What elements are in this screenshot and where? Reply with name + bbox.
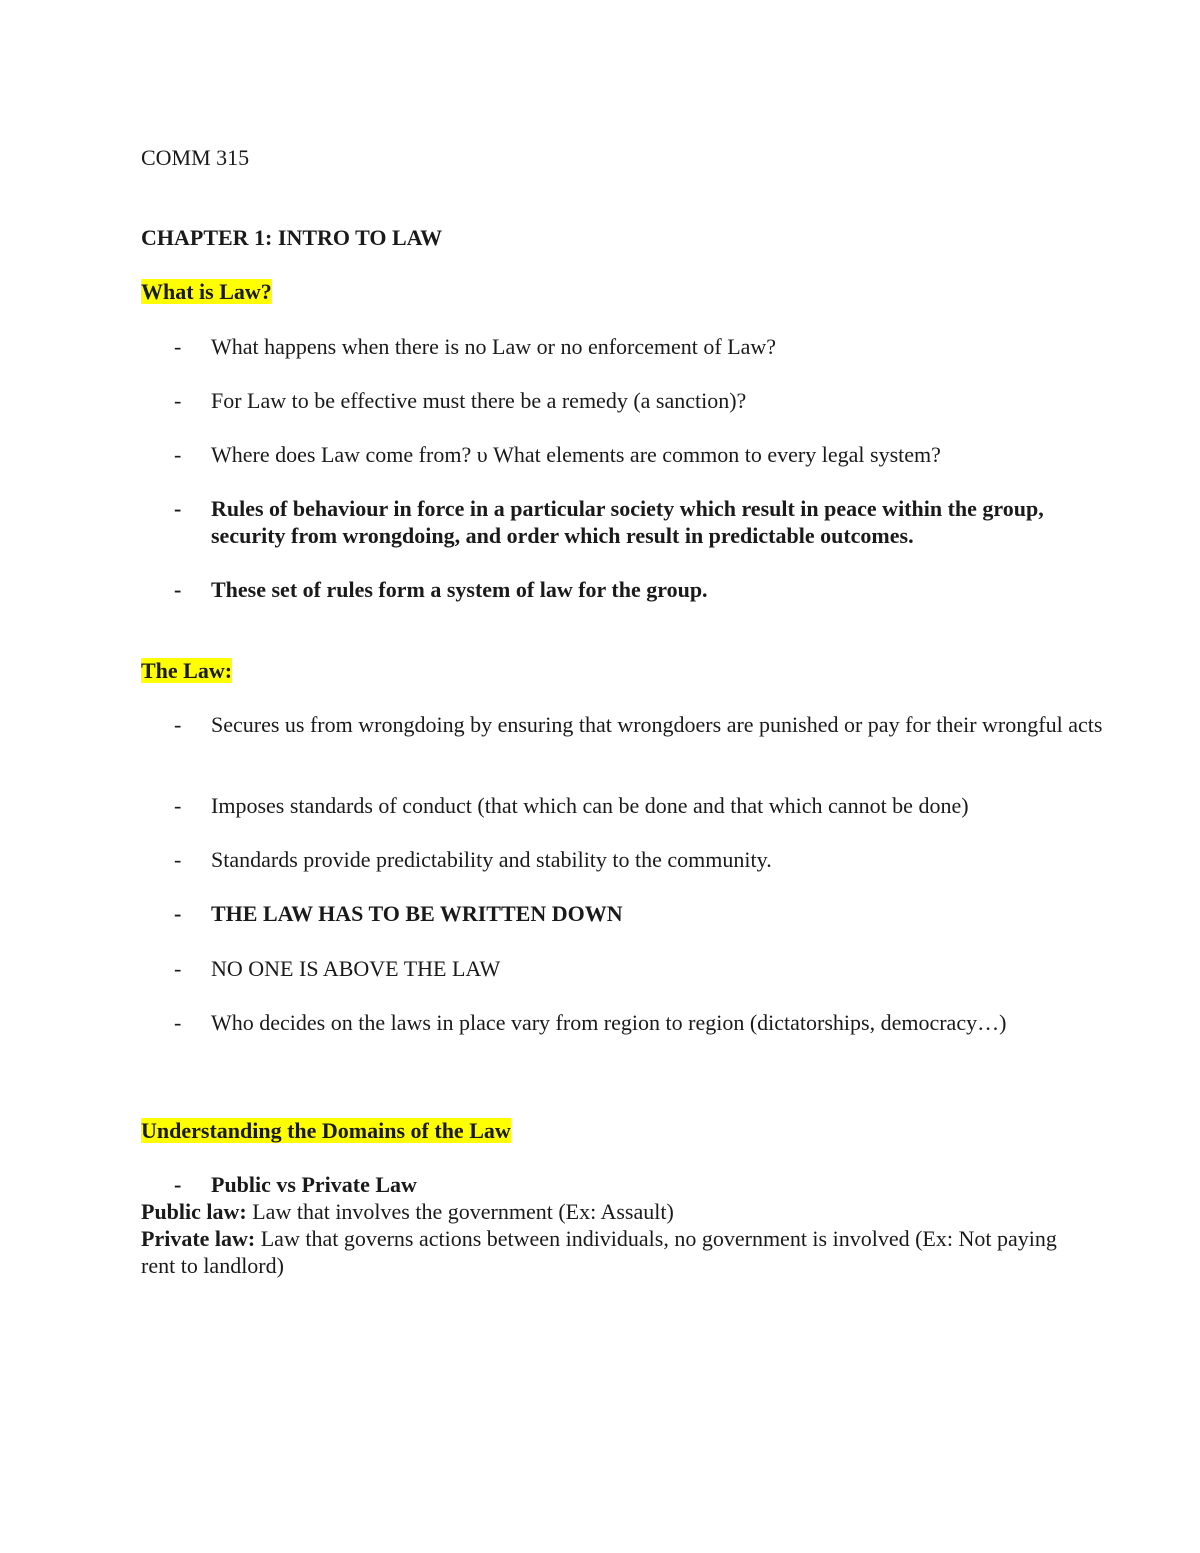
list-item-text: Standards provide predictability and stability to the community. xyxy=(211,847,772,872)
definition-text: Law that involves the government (Ex: Assault) xyxy=(246,1199,674,1224)
chapter-title: CHAPTER 1: INTRO TO LAW xyxy=(141,225,443,250)
list-item-text: Where does Law come from? υ What elements are common to every legal system? xyxy=(211,442,941,467)
section-heading-text: What is Law? xyxy=(141,279,272,304)
section-heading-what-is-law xyxy=(141,278,272,305)
bullet-dash: - xyxy=(174,388,182,413)
section-heading-domains xyxy=(141,1117,511,1144)
course-code: COMM 315 xyxy=(141,145,250,170)
section-heading-the-law xyxy=(141,657,232,684)
bullet-dash: - xyxy=(174,496,182,521)
definition-public-law xyxy=(141,1198,1071,1225)
list-item-text: NO ONE IS ABOVE THE LAW xyxy=(211,956,501,981)
section-heading-text: Understanding the Domains of the Law xyxy=(141,1118,511,1143)
definition-text: Law that governs actions between individuals, no government is involved (Ex: Not paying rent to landlord) xyxy=(141,1226,1057,1278)
bullet-dash: - xyxy=(174,847,182,872)
list-item-text: Public vs Private Law xyxy=(211,1172,417,1197)
definition-term: Private law: xyxy=(141,1226,256,1251)
definition-term: Public law: xyxy=(141,1199,247,1224)
bullet-dash: - xyxy=(174,1010,182,1035)
list-item-text: Who decides on the laws in place vary from region to region (dictatorships, democracy…) xyxy=(211,1010,1007,1035)
bullet-dash: - xyxy=(174,793,182,818)
bullet-dash: - xyxy=(174,442,182,467)
section-heading-text: The Law: xyxy=(141,658,233,683)
bullet-dash: - xyxy=(174,901,182,926)
list-item-text: Rules of behaviour in force in a particular society which result in peace within the group, security from wrongdoing, and order which result in predictable outcomes. xyxy=(211,496,1044,548)
bullet-dash: - xyxy=(174,334,182,359)
list-item-text: Secures us from wrongdoing by ensuring that wrongdoers are punished or pay for their wrongful acts xyxy=(211,712,1103,737)
list-item-text: THE LAW HAS TO BE WRITTEN DOWN xyxy=(211,901,623,926)
definition-private-law xyxy=(141,1225,1071,1279)
bullet-dash: - xyxy=(174,956,182,981)
list-item-text: For Law to be effective must there be a remedy (a sanction)? xyxy=(211,388,747,413)
list-item-text: What happens when there is no Law or no enforcement of Law? xyxy=(211,334,777,359)
bullet-dash: - xyxy=(174,1172,182,1197)
list-item-text: Imposes standards of conduct (that which can be done and that which cannot be done) xyxy=(211,793,969,818)
list-item-text: These set of rules form a system of law for the group. xyxy=(211,577,708,602)
bullet-dash: - xyxy=(174,577,182,602)
bullet-dash: - xyxy=(174,712,182,737)
